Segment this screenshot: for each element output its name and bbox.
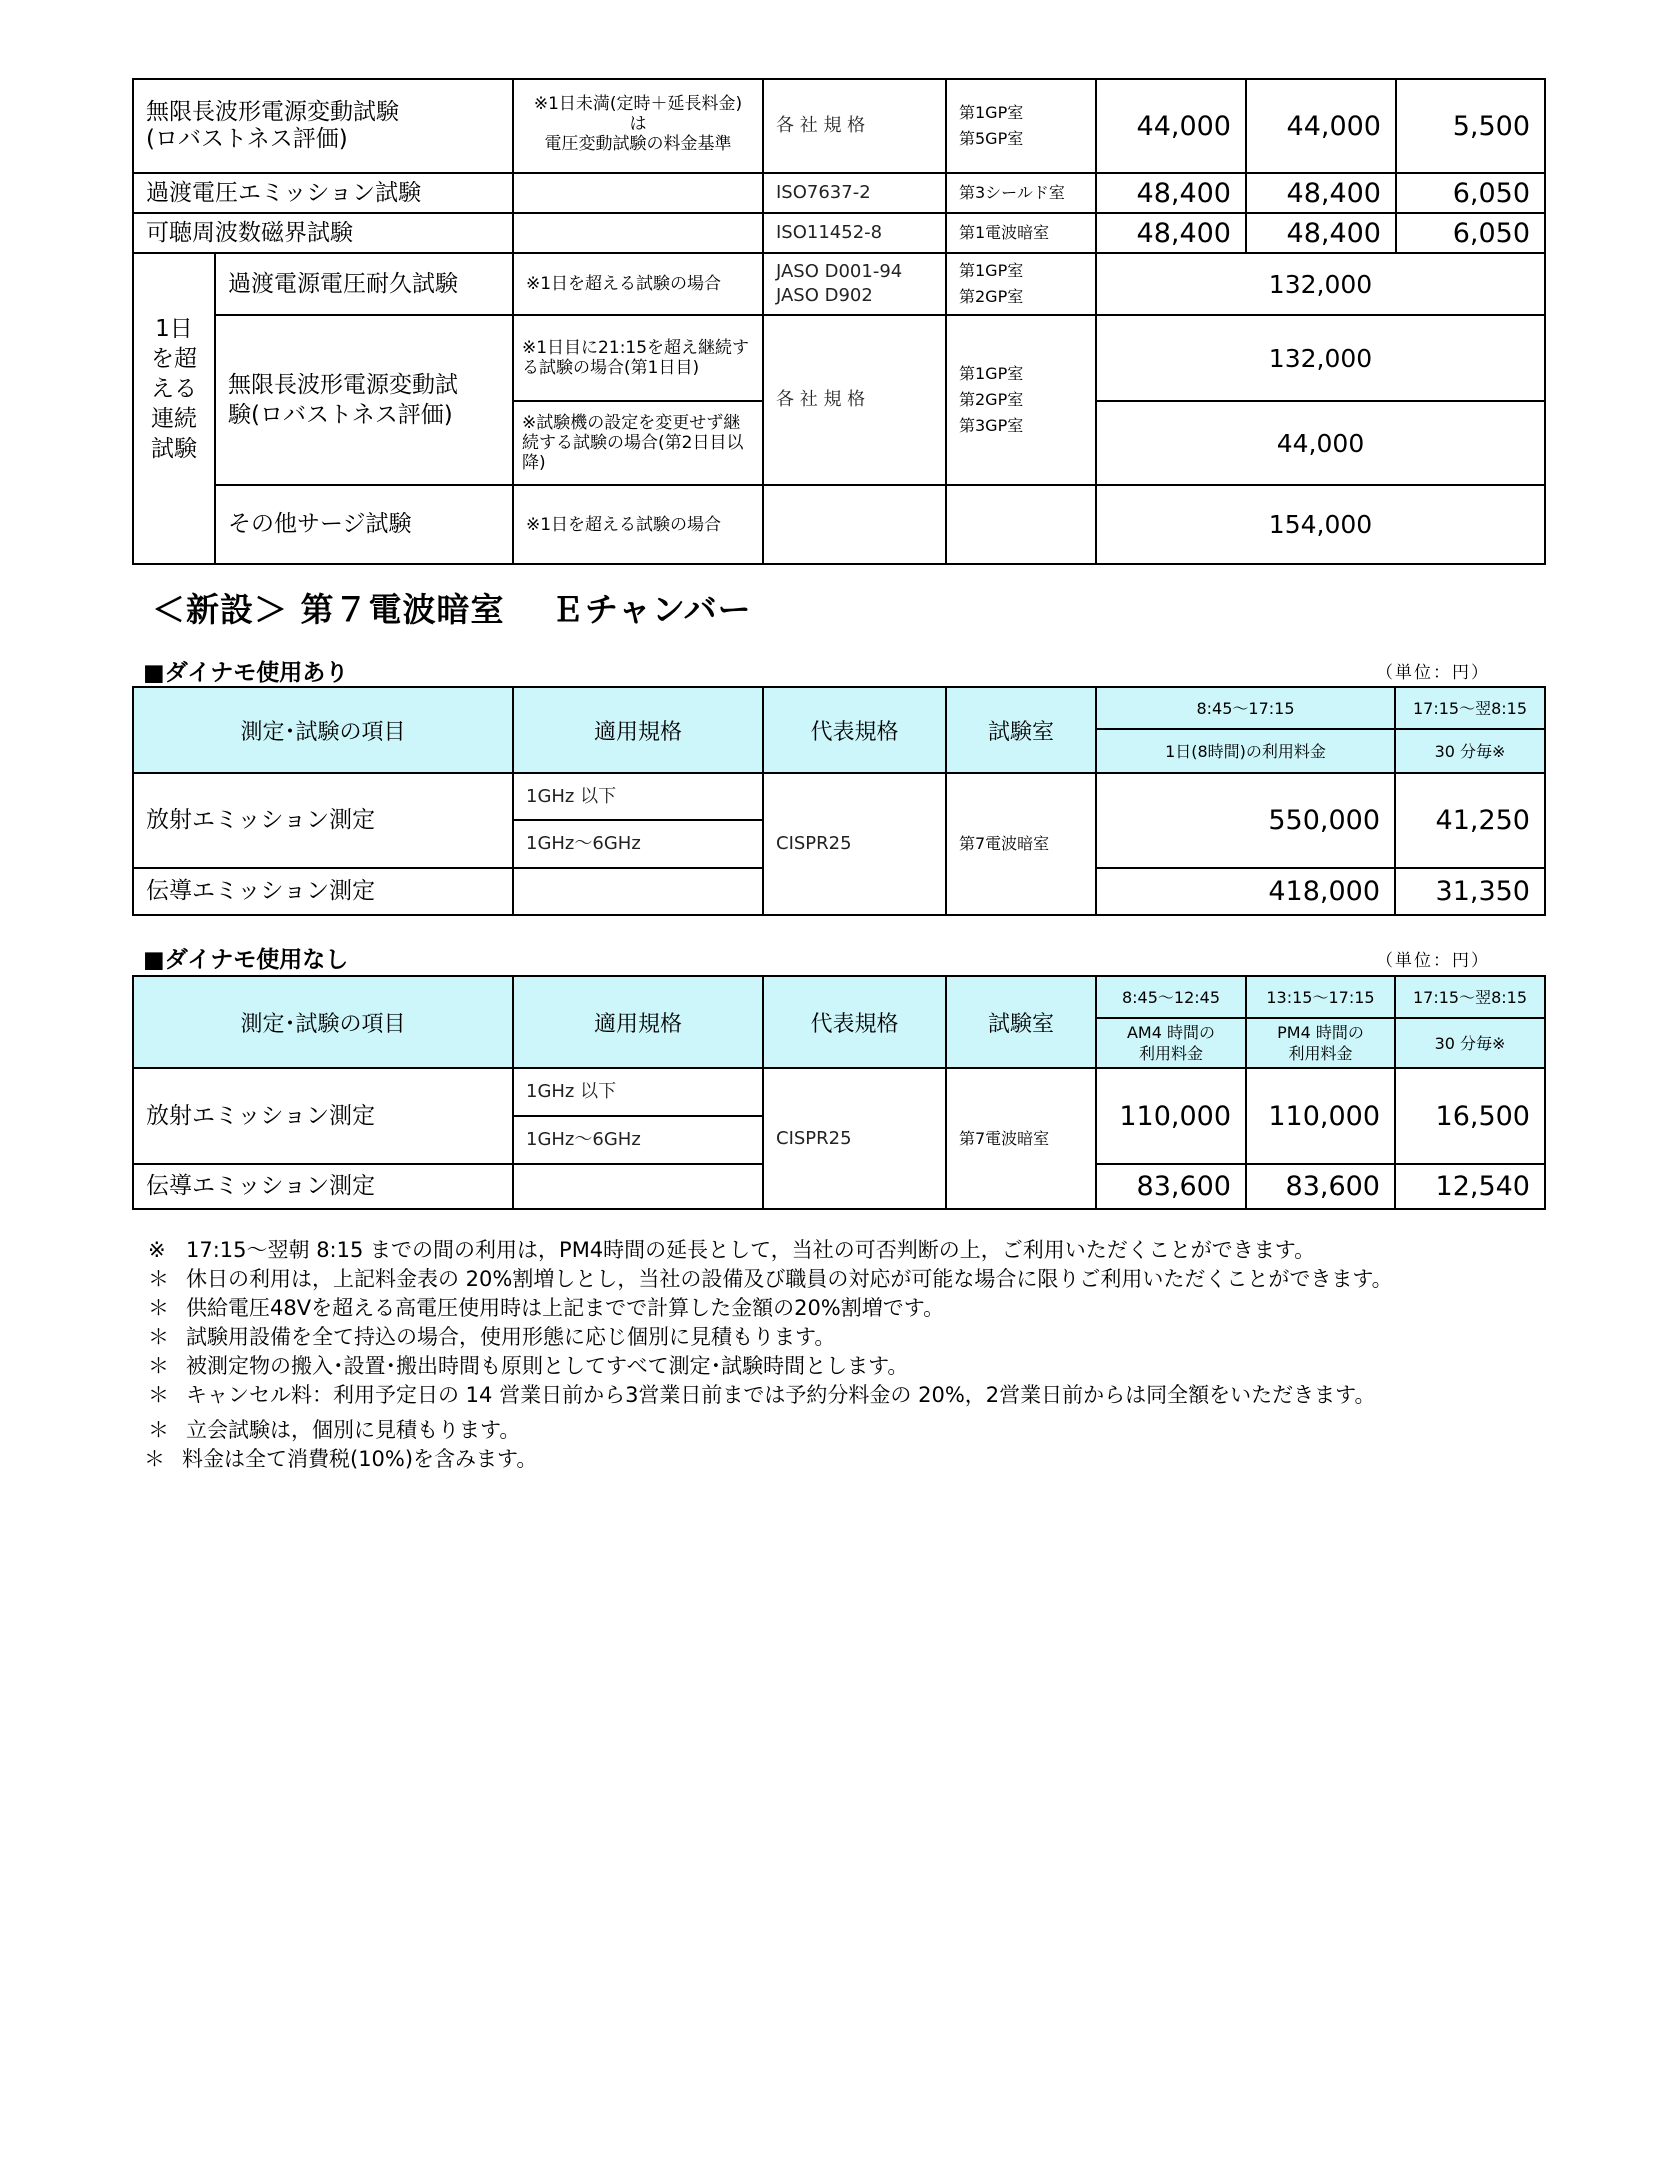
footnote: ＊ 休日の利用は，上記料金表の 20%割増しとし，当社の設備及び職員の対応が可能な場合に限りご利用いただくことができます。 xyxy=(148,1267,1393,1291)
header-rate: 30 分毎※ xyxy=(1395,729,1545,773)
footnote: ＊ 立会試験は，個別に見積もります。 xyxy=(148,1418,521,1442)
table-row xyxy=(133,253,1545,315)
footnote: ＊ 供給電圧48Vを超える高電圧使用時は上記までで計算した金額の20%割増です。 xyxy=(148,1296,945,1320)
header-rate: AM4 時間の 利用料金 xyxy=(1096,1018,1246,1068)
room-cell xyxy=(946,485,1096,564)
dynamo-on-table xyxy=(132,686,1546,916)
footnote: ＊ 試験用設備を全て持込の場合，使用形態に応じ個別に見積もります。 xyxy=(148,1325,836,1349)
standard-cell: 各 社 規 格 xyxy=(763,79,946,173)
room-cell: 第1GP室 第2GP室 xyxy=(946,253,1096,315)
item-cell: 放射エミッション測定 xyxy=(133,1068,513,1164)
header-standard: 適用規格 xyxy=(513,687,763,773)
representative-cell: CISPR25 xyxy=(763,1068,946,1209)
header-rate: 1日(8時間)の利用料金 xyxy=(1096,729,1395,773)
price-cell: 418,000 xyxy=(1096,868,1395,915)
item-cell: 伝導エミッション測定 xyxy=(133,1164,513,1209)
price-cell: 31,350 xyxy=(1395,868,1545,915)
footnote: ＊ 料金は全て消費税(10%)を含みます。 xyxy=(144,1447,538,1471)
room-cell: 第3シールド室 xyxy=(946,173,1096,213)
price-cell: 48,400 xyxy=(1096,173,1246,213)
room-cell: 第7電波暗室 xyxy=(946,1068,1096,1209)
price-cell: 41,250 xyxy=(1395,773,1545,868)
price-cell: 48,400 xyxy=(1096,213,1246,253)
room-cell: 第7電波暗室 xyxy=(946,773,1096,915)
frequency-cell: 1GHz～6GHz xyxy=(513,820,763,868)
continuous-test-label: 1日 を超 える 連続 試験 xyxy=(133,253,215,564)
price-cell: 44,000 xyxy=(1096,79,1246,173)
frequency-cell: 1GHz～6GHz xyxy=(513,1116,763,1164)
price-cell: 6,050 xyxy=(1396,213,1545,253)
unit-label: （単位：円） xyxy=(1376,951,1490,971)
standard-cell: JASO D001-94 JASO D902 xyxy=(763,253,946,315)
footnotes xyxy=(144,1236,1608,1474)
price-cell: 44,000 xyxy=(1096,401,1545,485)
note-cell xyxy=(513,213,763,253)
header-time: 13:15～17:15 xyxy=(1246,976,1395,1018)
footnote: ＊ 被測定物の搬入･設置･搬出時間も原則としてすべて測定･試験時間とします。 xyxy=(148,1354,909,1378)
dynamo-off-title: ■ダイナモ使用なし xyxy=(143,947,349,973)
header-room: 試験室 xyxy=(946,687,1096,773)
dynamo-on-title: ■ダイナモ使用あり xyxy=(143,660,349,686)
standard-cell: ISO11452-8 xyxy=(763,213,946,253)
header-time: 17:15～翌8:15 xyxy=(1395,976,1545,1018)
note-cell: ※試験機の設定を変更せず継続する試験の場合(第2日目以降) xyxy=(513,401,763,485)
item-cell: 伝導エミッション測定 xyxy=(133,868,513,915)
item-cell: 放射エミッション測定 xyxy=(133,773,513,868)
price-cell: 6,050 xyxy=(1396,173,1545,213)
frequency-cell: 1GHz 以下 xyxy=(513,1068,763,1116)
dynamo-off-table xyxy=(132,975,1546,1210)
unit-label: （単位：円） xyxy=(1376,663,1490,683)
note-cell: ※1日を超える試験の場合 xyxy=(513,253,763,315)
price-cell: 110,000 xyxy=(1246,1068,1395,1164)
price-cell: 48,400 xyxy=(1246,213,1396,253)
price-cell: 110,000 xyxy=(1096,1068,1246,1164)
item-cell: その他サージ試験 xyxy=(215,485,513,564)
header-room: 試験室 xyxy=(946,976,1096,1068)
item-cell: 無限長波形電源変動試 験(ロバストネス評価) xyxy=(215,315,513,485)
standard-cell xyxy=(763,485,946,564)
header-row xyxy=(133,687,1545,729)
note-cell: ※1日目に21:15を超え継続する試験の場合(第1日目) xyxy=(513,315,763,401)
frequency-cell xyxy=(513,1164,763,1209)
room-cell: 第1GP室 第2GP室 第3GP室 xyxy=(946,315,1096,485)
table-row xyxy=(133,773,1545,820)
header-time: 8:45～17:15 xyxy=(1096,687,1395,729)
price-cell: 154,000 xyxy=(1096,485,1545,564)
table-row xyxy=(133,213,1545,253)
price-cell: 550,000 xyxy=(1096,773,1395,868)
header-representative: 代表規格 xyxy=(763,976,946,1068)
price-cell: 5,500 xyxy=(1396,79,1545,173)
item-cell: 過渡電圧エミッション試験 xyxy=(133,173,513,213)
price-cell: 44,000 xyxy=(1246,79,1396,173)
item-cell: 可聴周波数磁界試験 xyxy=(133,213,513,253)
header-row xyxy=(133,976,1545,1018)
room-cell: 第1電波暗室 xyxy=(946,213,1096,253)
section-title: ＜新設＞ 第７電波暗室 Ｅチャンバー xyxy=(152,590,752,629)
room-cell: 第1GP室 第5GP室 xyxy=(946,79,1096,173)
price-cell: 132,000 xyxy=(1096,315,1545,401)
header-rate: PM4 時間の 利用料金 xyxy=(1246,1018,1395,1068)
frequency-cell: 1GHz 以下 xyxy=(513,773,763,820)
price-cell: 12,540 xyxy=(1395,1164,1545,1209)
note-cell xyxy=(513,173,763,213)
note-cell: ※1日を超える試験の場合 xyxy=(513,485,763,564)
footnote: ※ 17:15～翌朝 8:15 までの間の利用は，PM4時間の延長として，当社の可否判断の上，ご利用いただくことができます。 xyxy=(148,1238,1316,1262)
item-cell: 過渡電源電圧耐久試験 xyxy=(215,253,513,315)
table-row xyxy=(133,173,1545,213)
standard-cell: 各 社 規 格 xyxy=(763,315,946,485)
header-standard: 適用規格 xyxy=(513,976,763,1068)
table-row xyxy=(133,485,1545,564)
header-rate: 30 分毎※ xyxy=(1395,1018,1545,1068)
price-cell: 83,600 xyxy=(1246,1164,1395,1209)
table-row xyxy=(133,1068,1545,1116)
frequency-cell xyxy=(513,868,763,915)
header-item: 測定･試験の項目 xyxy=(133,687,513,773)
table-row xyxy=(133,315,1545,401)
table-row xyxy=(133,79,1545,173)
test-fee-table xyxy=(132,78,1546,565)
price-cell: 83,600 xyxy=(1096,1164,1246,1209)
standard-cell: ISO7637-2 xyxy=(763,173,946,213)
price-cell: 16,500 xyxy=(1395,1068,1545,1164)
header-time: 8:45～12:45 xyxy=(1096,976,1246,1018)
price-cell: 48,400 xyxy=(1246,173,1396,213)
price-cell: 132,000 xyxy=(1096,253,1545,315)
header-item: 測定･試験の項目 xyxy=(133,976,513,1068)
header-time: 17:15～翌8:15 xyxy=(1395,687,1545,729)
representative-cell: CISPR25 xyxy=(763,773,946,915)
footnote: ＊ キャンセル料：利用予定日の 14 営業日前から3営業日前までは予約分料金の 20%，2営業日前からは同全額をいただきます。 xyxy=(148,1383,1376,1407)
note-cell: ※1日未満(定時＋延長料金)は 電圧変動試験の料金基準 xyxy=(513,79,763,173)
item-cell: 無限長波形電源変動試験 (ロバストネス評価) xyxy=(133,79,513,173)
header-representative: 代表規格 xyxy=(763,687,946,773)
